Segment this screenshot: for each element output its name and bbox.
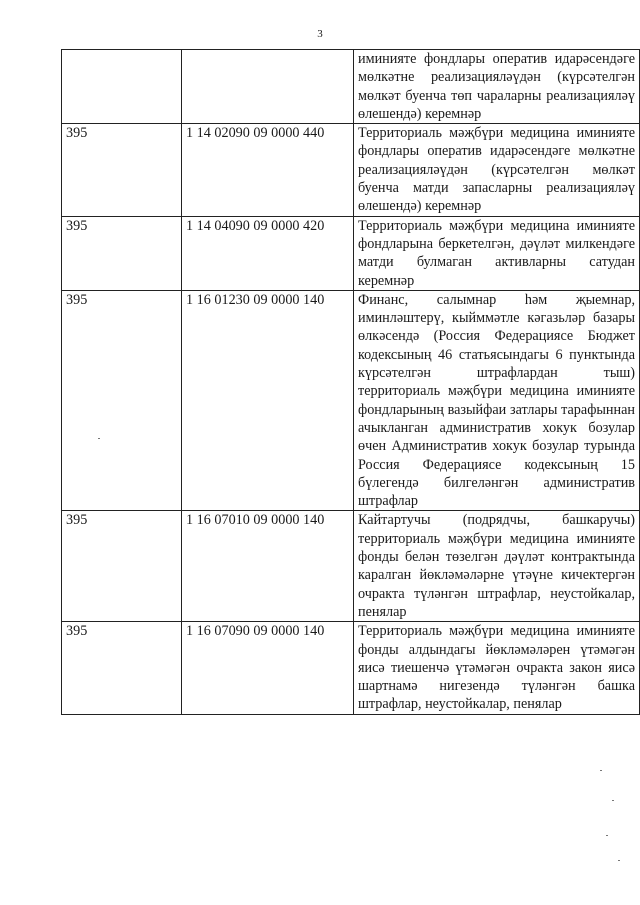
table-row — [62, 511, 640, 622]
scan-speck — [618, 860, 620, 861]
budget-codes-table — [61, 49, 640, 715]
admin-code-cell: 395 — [62, 124, 182, 216]
admin-code-cell: 395 — [62, 216, 182, 290]
budget-code-cell: 1 16 01230 09 0000 140 — [182, 290, 354, 511]
description-cell: Территориаль мәҗбүри медицина иминияте фонды алдындагы йөкләмәләрен үтәмәгән яисә тиешенчә үтәмәгән очракта закон яисә шартнамә нигезендә түләнгән башка штрафлар, неустойкалар, пенялар — [354, 622, 640, 714]
table-row — [62, 124, 640, 216]
admin-code-cell: 395 — [62, 290, 182, 511]
admin-code-cell — [62, 50, 182, 124]
budget-code-cell: 1 14 04090 09 0000 420 — [182, 216, 354, 290]
table-row — [62, 50, 640, 124]
budget-code-cell: 1 14 02090 09 0000 440 — [182, 124, 354, 216]
page-number: 3 — [317, 28, 323, 40]
description-cell: Территориаль мәҗбүри медицина иминияте фондларына беркетелгән, дәүләт милкендәге матди булмаган активларны сатудан керемнәр — [354, 216, 640, 290]
description-cell: Финанс, салымнар һәм җыемнар, иминләштерү, кыйммәтле кәгазьләр базары өлкәсендә (Россия Федерациясе Бюджет кодексының 46 статьясындагы 6 пунктында күрсәтелгән штрафлардан тыш) территориаль мәҗбүри медицина иминияте фондларының вазыйфаи затлары тарафыннан ачыкланган административ хокук бозулар өчен Административ хокук бозулар турында Россия Федерациясе кодексының 15 бүлегендә билгеләнгән административ штрафлар — [354, 290, 640, 511]
scan-speck — [612, 800, 614, 801]
table-row — [62, 290, 640, 511]
scan-speck — [600, 770, 602, 771]
description-cell: Кайтартучы (подрядчы, башкаручы) территориаль мәҗбүри медицина иминияте фонды белән төзелгән дәүләт контрактында каралган йөкләмәләрне үтәүне кичектергән очракта түләнгән штрафлар, неустойкалар, пенялар — [354, 511, 640, 622]
admin-code-cell: 395 — [62, 622, 182, 714]
description-cell: Территориаль мәҗбүри медицина иминияте фондлары оператив идарәсендәге мөлкәтне реализацияләүдән (күрсәтелгән мөлкәт буенча матди запасларны реализацияләү өлешендә) керемнәр — [354, 124, 640, 216]
budget-code-cell: 1 16 07090 09 0000 140 — [182, 622, 354, 714]
description-cell: иминияте фондлары оператив идарәсендәге мөлкәтне реализацияләүдән (күрсәтелгән мөлкәт буенча төп чараларны реализацияләү өлешендә) керемнәр — [354, 50, 640, 124]
scan-speck — [98, 438, 100, 439]
budget-code-cell: 1 16 07010 09 0000 140 — [182, 511, 354, 622]
table-row — [62, 216, 640, 290]
admin-code-cell: 395 — [62, 511, 182, 622]
table-row — [62, 622, 640, 714]
scan-speck — [606, 835, 608, 836]
budget-code-cell — [182, 50, 354, 124]
